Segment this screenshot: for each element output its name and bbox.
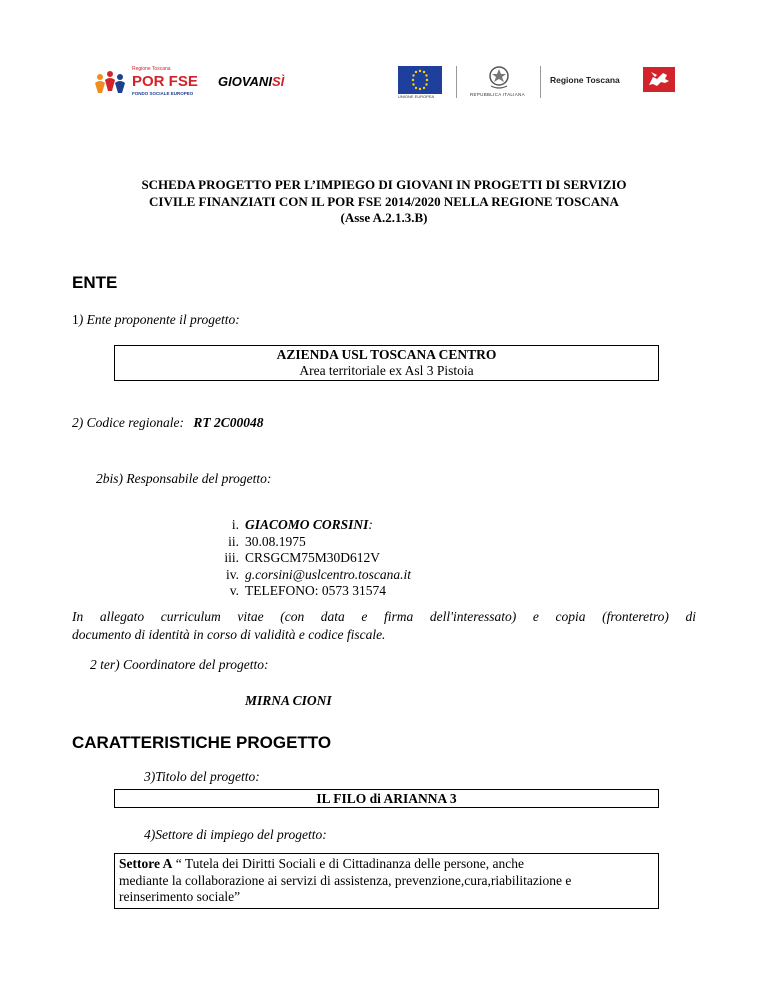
emblem-caption: REPUBBLICA ITALIANA: [470, 92, 525, 97]
heading-line-1: SCHEDA PROGETTO PER L’IMPIEGO DI GIOVANI IN PROGETTI DI SERVIZIO: [141, 177, 627, 192]
list-item-number: ii.: [228, 533, 239, 549]
responsabile-name-suffix: :: [368, 517, 373, 532]
question-2bis-label: 2bis) Responsabile del progetto:: [96, 471, 272, 486]
allegato-line-2: documento di identità in corso di validità e codice fiscale.: [72, 627, 386, 642]
list-item: [211, 534, 411, 551]
settore-label: Settore A: [119, 856, 173, 871]
section-title-ente: ENTE: [72, 273, 118, 292]
regione-toscana-label: Regione Toscana: [550, 75, 620, 85]
coordinatore-name: MIRNA CIONI: [245, 693, 332, 708]
heading-line-2: CIVILE FINANZIATI CON IL POR FSE 2014/2020 NELLA REGIONE TOSCANA: [149, 193, 619, 209]
titolo-progetto-box: [114, 789, 659, 808]
list-item: [211, 567, 411, 584]
list-item-number: i.: [231, 517, 239, 532]
allegato-note: [72, 608, 696, 644]
question-2: [72, 415, 263, 431]
question-2-label: 2) Codice regionale:: [72, 415, 184, 430]
section-title-caratteristiche: CARATTERISTICHE PROGETTO: [72, 733, 332, 752]
logo-divider: [540, 66, 541, 98]
ente-name: AZIENDA USL TOSCANA CENTRO: [276, 347, 497, 362]
responsabile-name: GIACOMO CORSINI: [245, 517, 369, 532]
question-3-label: 3)Titolo del progetto:: [144, 769, 260, 784]
regione-toscana-pegasus-icon: [643, 67, 675, 92]
por-fse-tagline: Regione Toscana: [132, 66, 171, 72]
italian-republic-emblem-icon: [488, 64, 510, 90]
titolo-progetto: IL FILO di ARIANNA 3: [316, 791, 457, 806]
settore-text-3: reinserimento sociale”: [119, 889, 241, 904]
list-item: [211, 550, 411, 567]
question-1-label: ) Ente proponente il progetto:: [78, 312, 240, 327]
por-fse-people-icon: [92, 69, 128, 99]
settore-text-1: “ Tutela dei Diritti Sociali e di Cittadinanza delle persone, anche: [172, 856, 525, 871]
list-item-number: iv.: [226, 566, 239, 582]
question-1: [72, 312, 240, 328]
list-item: [211, 517, 411, 534]
list-item-number: iii.: [224, 550, 239, 565]
responsabile-birthdate: 30.08.1975: [245, 533, 306, 549]
settore-box: [114, 853, 659, 909]
responsabile-email: g.corsini@uslcentro.toscana.it: [245, 566, 412, 582]
responsabile-phone: TELEFONO: 0573 31574: [245, 583, 386, 598]
eu-flag-icon: [398, 66, 442, 94]
heading-line-3: (Asse A.2.1.3.B): [340, 210, 428, 225]
document-heading: [72, 177, 696, 227]
ente-box: [114, 345, 659, 381]
por-fse-footer: FONDO SOCIALE EUROPEO: [132, 91, 194, 96]
settore-text-2: mediante la collaborazione ai servizi di assistenza, prevenzione,cura,riabilitazione e: [119, 872, 572, 888]
list-item-number: v.: [229, 583, 239, 598]
settore-line-1: [119, 856, 654, 873]
giovanisi-main: GIOVANI: [218, 74, 272, 89]
responsabile-list: [211, 517, 411, 600]
question-1-number: 1: [72, 312, 79, 327]
header-logos: [0, 60, 768, 104]
giovanisi-accent: SÌ: [271, 74, 285, 89]
ente-area: Area territoriale ex Asl 3 Pistoia: [299, 363, 474, 378]
list-item: [211, 583, 411, 600]
codice-regionale-value: RT 2C00048: [193, 415, 264, 430]
por-fse-name: POR FSE: [132, 73, 198, 90]
responsabile-fiscal-code: CRSGCM75M30D612V: [245, 550, 381, 565]
allegato-line-1: In allegato curriculum vitae (con data e firma dell'interessato) e copia (fronteretro) di: [72, 609, 696, 624]
por-fse-logo: [92, 65, 208, 101]
logo-divider: [456, 66, 457, 98]
question-2ter-label: 2 ter) Coordinatore del progetto:: [90, 657, 269, 672]
eu-caption: UNIONE EUROPEA: [398, 94, 435, 99]
question-4-label: 4)Settore di impiego del progetto:: [144, 827, 327, 842]
giovanisi-logo: [218, 74, 284, 89]
